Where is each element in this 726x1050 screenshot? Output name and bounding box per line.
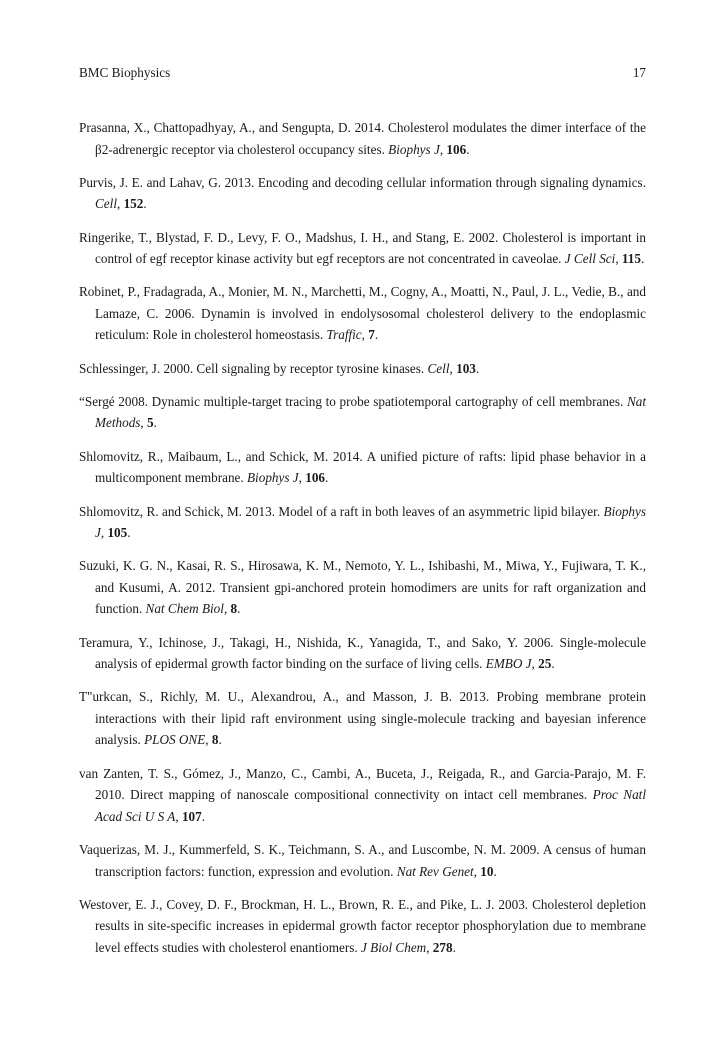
reference-text: T"urkcan, S., Richly, M. U., Alexandrou, A., and Masson, J. B. 2013. Probing membrane protein interactions with their lipid raft environment using single-molecule tracking and bayesian inference analysis. [79, 689, 646, 748]
reference-journal: Biophys J [95, 503, 647, 541]
reference-text: van Zanten, T. S., Gómez, J., Manzo, C., Cambi, A., Buceta, J., Reigada, R., and Garcia-Parajo, M. F. 2010. Direct mapping of nanoscale compositional connectivity on intact cell membranes. [79, 765, 646, 803]
reference-entry: T"urkcan, S., Richly, M. U., Alexandrou, A., and Masson, J. B. 2013. Probing membrane protein interactions with their lipid raft environment using single-molecule tracking and bayesian inference analysis. PLOS ONE, 8. [79, 689, 646, 748]
reference-list [79, 117, 646, 970]
reference-text: Schlessinger, J. 2000. Cell signaling by receptor tyrosine kinases. [79, 360, 425, 376]
reference-entry: Ringerike, T., Blystad, F. D., Levy, F. O., Madshus, I. H., and Stang, E. 2002. Cholesterol is important in control of egf receptor kinase activity but egf receptors are not concentrated in caveolae. J Cell Sci, 115. [79, 229, 646, 267]
reference-text: Suzuki, K. G. N., Kasai, R. S., Hirosawa, K. M., Nemoto, Y. L., Ishibashi, M., Miwa, Y., Fujiwara, T. K., and Kusumi, A. 2012. Transient gpi-anchored protein homodimers are units for raft organization and function. [79, 558, 646, 617]
reference-journal: Traffic [326, 327, 362, 343]
reference-volume: 152 [123, 196, 144, 212]
page-header [79, 64, 646, 82]
reference-journal: Biophys J [247, 470, 299, 486]
reference-journal: PLOS ONE [144, 732, 206, 748]
reference-volume: 106 [446, 141, 467, 157]
reference-volume: 25 [538, 656, 552, 672]
journal-name: BMC Biophysics [79, 65, 171, 80]
reference-volume: 8 [230, 601, 238, 617]
reference-journal: Cell [427, 360, 450, 376]
reference-journal: Biophys J [388, 141, 440, 157]
reference-entry: Teramura, Y., Ichinose, J., Takagi, H., Nishida, K., Yanagida, T., and Sako, Y. 2006. Single-molecule analysis of epidermal growth factor binding on the surface of living cells. EMBO J, 25. [79, 634, 646, 672]
reference-volume: 105 [107, 525, 128, 541]
reference-text: Purvis, J. E. and Lahav, G. 2013. Encoding and decoding cellular information through signaling dynamics. [79, 174, 646, 190]
reference-entry: Westover, E. J., Covey, D. F., Brockman, H. L., Brown, R. E., and Pike, L. J. 2003. Cholesterol depletion results in site-specific increases in epidermal growth factor receptor phosphorylation due to membrane level effects studies with cholesterol enantiomers. J Biol Chem, 278. [79, 896, 646, 955]
reference-text: Robinet, P., Fradagrada, A., Monier, M. N., Marchetti, M., Cogny, A., Moatti, N., Paul, J. L., Vedie, B., and Lamaze, C. 2006. Dynamin is involved in endolysosomal cholesterol delivery to the endoplasmic reticulum: Role in cholesterol homeostasis. [79, 284, 646, 343]
reference-text: Vaquerizas, M. J., Kummerfeld, S. K., Teichmann, S. A., and Luscombe, N. M. 2009. A census of human transcription factors: function, expression and evolution. [79, 842, 646, 879]
reference-volume: 103 [456, 360, 476, 376]
reference-entry: Robinet, P., Fradagrada, A., Monier, M. N., Marchetti, M., Cogny, A., Moatti, N., Paul, J. L., Vedie, B., and Lamaze, C. 2006. Dynamin is involved in endolysosomal cholesterol delivery to the endoplasmic reticulum: Role in cholesterol homeostasis. Traffic, 7. [79, 284, 646, 343]
reference-journal: Nat Chem Biol [145, 601, 224, 617]
reference-entry: Prasanna, X., Chattopadhyay, A., and Sengupta, D. 2014. Cholesterol modulates the dimer interface of the β2-adrenergic receptor via cholesterol occupancy sites. Biophys J, 106. [79, 120, 646, 157]
reference-journal: EMBO J [485, 656, 532, 672]
reference-volume: 278 [432, 939, 453, 955]
reference-text: Teramura, Y., Ichinose, J., Takagi, H., Nishida, K., Yanagida, T., and Sako, Y. 2006. Single-molecule analysis of epidermal growth factor binding on the surface of living cells. [79, 634, 646, 672]
reference-journal: Proc Natl Acad Sci U S A [95, 787, 647, 824]
reference-entry: Shlomovitz, R., Maibaum, L., and Schick, M. 2014. A unified picture of rafts: lipid phase behavior in a multicomponent membrane. Biophys J, 106. [79, 448, 646, 486]
reference-entry: Vaquerizas, M. J., Kummerfeld, S. K., Teichmann, S. A., and Luscombe, N. M. 2009. A census of human transcription factors: function, expression and evolution. Nat Rev Genet, 10. [79, 842, 646, 879]
reference-entry: Suzuki, K. G. N., Kasai, R. S., Hirosawa, K. M., Nemoto, Y. L., Ishibashi, M., Miwa, Y., Fujiwara, T. K., and Kusumi, A. 2012. Transient gpi-anchored protein homodimers are units for raft organization and function. Nat Chem Biol, 8. [79, 558, 646, 617]
reference-journal: Nat Rev Genet [396, 863, 474, 879]
reference-journal: Nat Methods [95, 393, 646, 431]
reference-text: Ringerike, T., Blystad, F. D., Levy, F. O., Madshus, I. H., and Stang, E. 2002. Cholesterol is important in control of egf receptor kinase activity but egf receptors are not concentrated in caveolae. [79, 229, 646, 267]
reference-entry: van Zanten, T. S., Gómez, J., Manzo, C., Cambi, A., Buceta, J., Reigada, R., and Garcia-Parajo, M. F. 2010. Direct mapping of nanoscale compositional connectivity on intact cell membranes. Proc Natl Acad Sci U S A, 107. [79, 765, 647, 824]
reference-journal: Cell [95, 196, 117, 212]
reference-text: Shlomovitz, R., Maibaum, L., and Schick, M. 2014. A unified picture of rafts: lipid phase behavior in a multicomponent membrane. [79, 448, 646, 486]
reference-text: Shlomovitz, R. and Schick, M. 2013. Model of a raft in both leaves of an asymmetric lipid bilayer. [79, 503, 601, 519]
reference-text: Prasanna, X., Chattopadhyay, A., and Sengupta, D. 2014. Cholesterol modulates the dimer interface of the β2-adrenergic receptor via cholesterol occupancy sites. [79, 120, 646, 157]
reference-journal: J Biol Chem [361, 939, 427, 955]
reference-journal: J Cell Sci [564, 251, 616, 267]
reference-volume: 106 [305, 470, 326, 486]
reference-volume: 5 [147, 415, 154, 431]
reference-volume: 8 [211, 732, 219, 748]
reference-text: Westover, E. J., Covey, D. F., Brockman, H. L., Brown, R. E., and Pike, L. J. 2003. Cholesterol depletion results in site-specific increases in epidermal growth factor receptor phosphorylation due to membrane level effects studies with cholesterol enantiomers. [79, 896, 646, 955]
reference-entry: Shlomovitz, R. and Schick, M. 2013. Model of a raft in both leaves of an asymmetric lipid bilayer. Biophys J, 105. [79, 503, 647, 541]
reference-volume: 107 [181, 808, 202, 824]
reference-volume: 10 [480, 863, 494, 879]
reference-entry: “Sergé 2008. Dynamic multiple-target tracing to probe spatiotemporal cartography of cell membranes. Nat Methods, 5. [79, 393, 646, 431]
page-number: 17 [632, 65, 646, 80]
reference-volume: 115 [621, 251, 641, 267]
reference-entry: Purvis, J. E. and Lahav, G. 2013. Encoding and decoding cellular information through signaling dynamics. Cell, 152. [79, 174, 646, 212]
reference-volume: 7 [368, 327, 375, 343]
reference-entry: Schlessinger, J. 2000. Cell signaling by receptor tyrosine kinases. Cell, 103. [79, 360, 480, 376]
reference-text: “Sergé 2008. Dynamic multiple-target tracing to probe spatiotemporal cartography of cell membranes. [79, 393, 624, 409]
